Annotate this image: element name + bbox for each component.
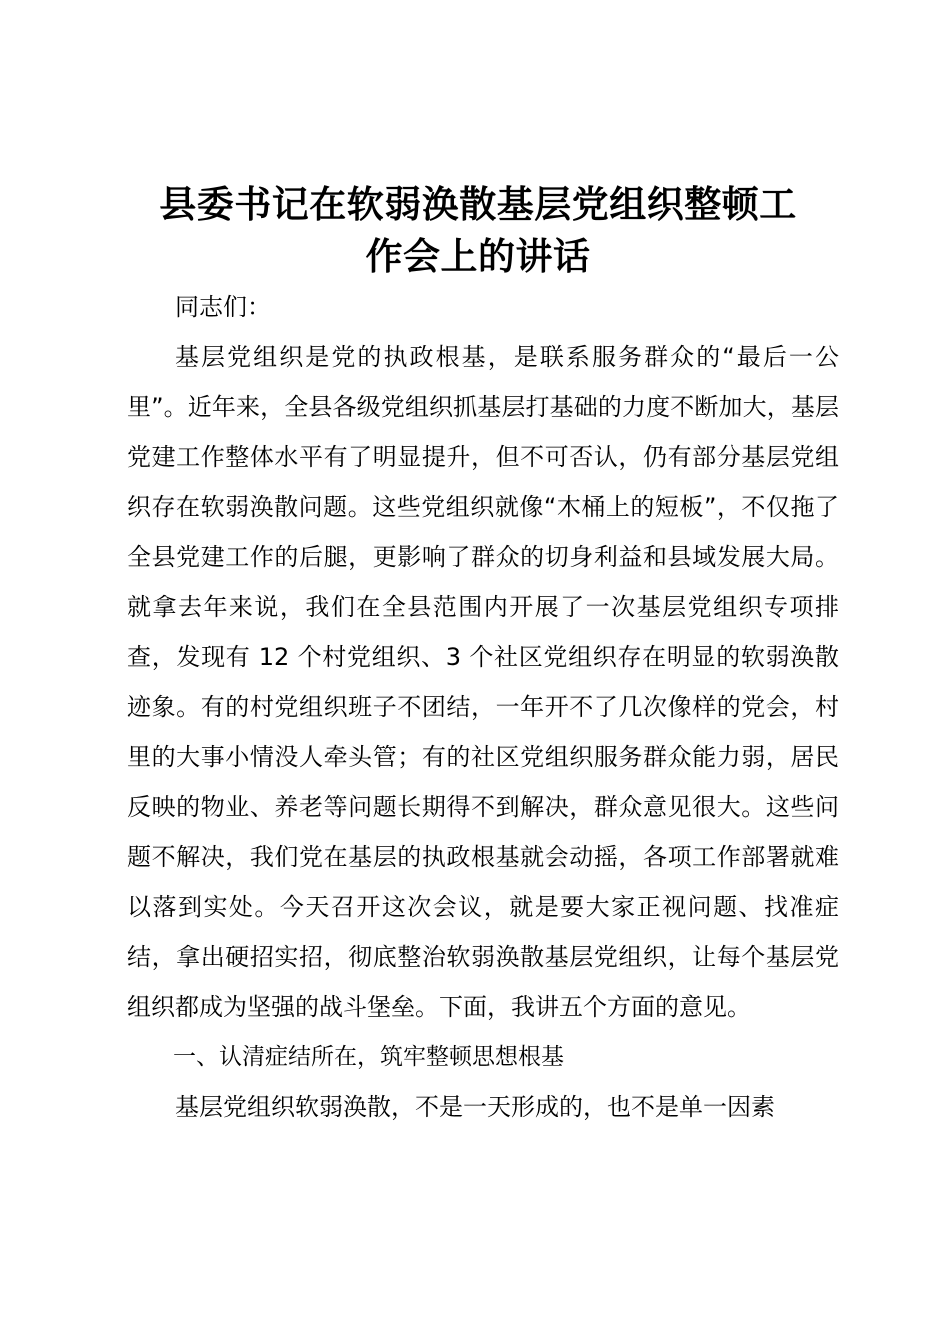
document-title bbox=[118, 178, 838, 282]
paragraph-2: 基层党组织软弱涣散，不是一天形成的，也不是单一因素 bbox=[175, 1093, 775, 1121]
document-body bbox=[127, 282, 839, 1132]
salutation: 同志们： bbox=[175, 293, 271, 321]
section-1-heading: 一、认清症结所在，筑牢整顿思想根基 bbox=[173, 1044, 564, 1070]
paragraph-1: 基层党组织是党的执政根基，是联系服务群众的“最后一公里”。近年来，全县各级党组织抓基层打基础的力度不断加大，基层党建工作整体水平有了明显提升，但不可否认，仍有部分基层党组织存在软弱涣散问题。这些党组织就像“木桶上的短板”，不仅拖了全县党建工作的后腿，更影响了群众的切身利益和县域发展大局。就拿去年来说，我们在全县范围内开展了一次基层党组织专项排查，发现有 12 个村党组织、3 个社区党组织存在明显的软弱涣散迹象。有的村党组织班子不团结，一年开不了几次像样的党会，村里的大事小情没人牵头管；有的社区党组织服务群众能力弱，居民反映的物业、养老等问题长期得不到解决，群众意见很大。这些问题不解决，我们党在基层的执政根基就会动摇，各项工作部署就难以落到实处。今天召开这次会议，就是要大家正视问题、找准症结，拿出硬招实招，彻底整治软弱涣散基层党组织，让每个基层党组织都成为坚强的战斗堡垒。下面，我讲五个方面的意见。 bbox=[127, 343, 839, 1021]
title-line-1: 县委书记在软弱涣散基层党组织整顿工 bbox=[159, 182, 797, 226]
title-line-2: 作会上的讲话 bbox=[365, 234, 591, 278]
